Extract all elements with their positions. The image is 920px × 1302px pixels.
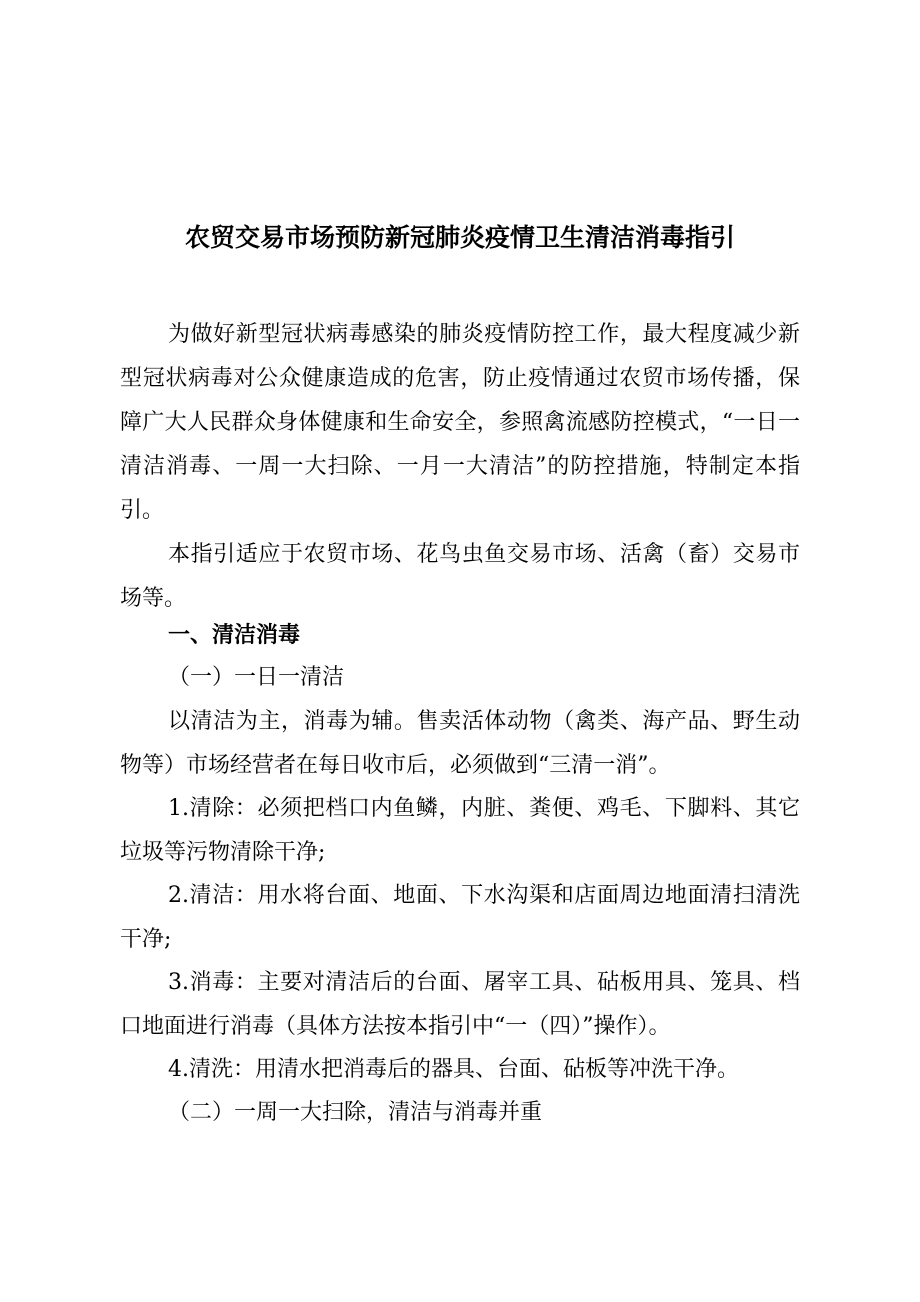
list-item: 4.清洗：用清水把消毒后的器具、台面、砧板等冲洗干净。: [168, 1057, 739, 1082]
section-heading: 一、清洁消毒: [168, 622, 301, 648]
subsection-heading: （二）一周一大扫除，清洁与消毒并重: [168, 1100, 543, 1125]
scope-paragraph: 本指引适应于农贸市场、花鸟虫鱼交易市场、活禽（畜）交易市场等。: [120, 542, 800, 611]
list-item: 1.清除：必须把档口内鱼鳞，内脏、粪便、鸡毛、下脚料、其它垃圾等污物清除干净;: [120, 796, 800, 865]
list-item: 3.消毒：主要对清洁后的台面、屠宰工具、砧板用具、笼具、档口地面进行消毒（具体方法按本指引中“一（四）”操作）。: [120, 970, 800, 1039]
document-title: 农贸交易市场预防新冠肺炎疫情卫生清洁消毒指引: [184, 223, 735, 252]
list-item: 2.清洁：用水将台面、地面、下水沟渠和店面周边地面清扫清洗干净;: [120, 883, 800, 952]
subsection-heading: （一）一日一清洁: [168, 665, 345, 690]
intro-paragraph: 为做好新型冠状病毒感染的肺炎疫情防控工作，最大程度减少新型冠状病毒对公众健康造成的危害，防止疫情通过农贸市场传播，保障广大人民群众身体健康和生命安全，参照禽流感防控模式，“一日一清洁消毒、一周一大扫除、一月一大清洁”的防控措施，特制定本指引。: [120, 322, 800, 523]
subsection-paragraph: 以清洁为主，消毒为辅。售卖活体动物（禽类、海产品、野生动物等）市场经营者在每日收市后，必须做到“三清一消”。: [120, 709, 800, 778]
